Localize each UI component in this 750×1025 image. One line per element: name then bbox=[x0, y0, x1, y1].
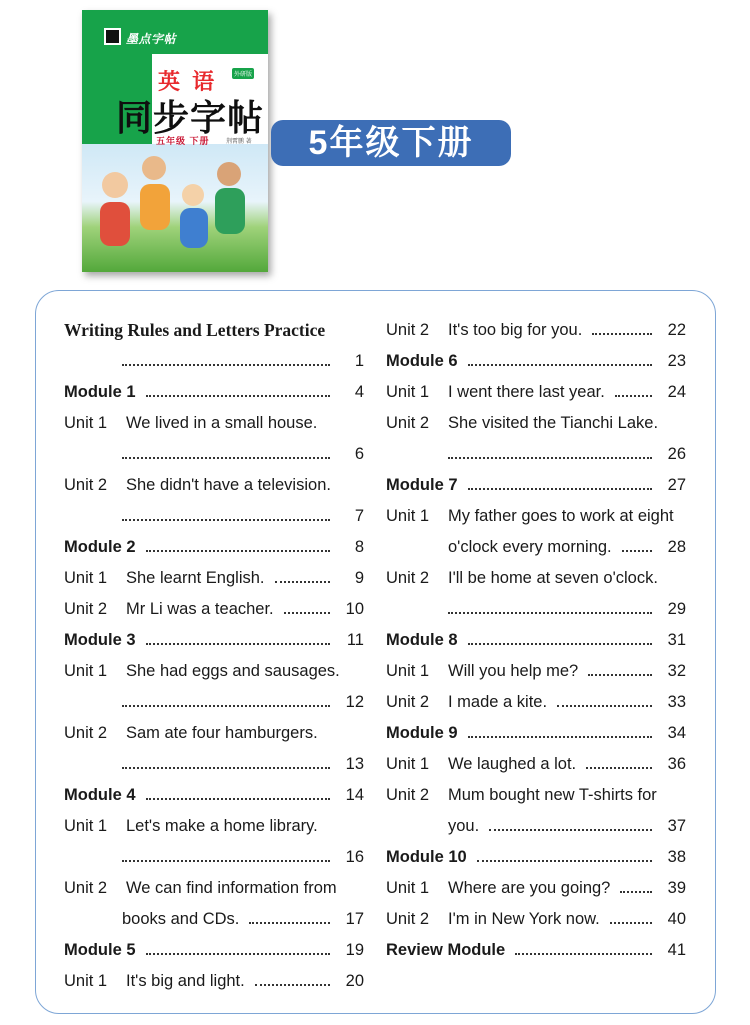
toc-page-number: 10 bbox=[345, 600, 364, 618]
toc-unit-label: Unit 1 bbox=[386, 507, 430, 525]
toc-entry-title: Writing Rules and Letters Practice bbox=[64, 320, 326, 340]
child-figure bbox=[180, 208, 208, 248]
toc-unit-entry bbox=[386, 382, 686, 404]
toc-dot-leader bbox=[122, 705, 330, 707]
toc-dot-leader bbox=[448, 457, 652, 459]
toc-unit-entry bbox=[386, 568, 686, 590]
toc-unit-label: Unit 1 bbox=[64, 414, 108, 432]
toc-page-number: 20 bbox=[345, 972, 364, 990]
toc-page-number: 32 bbox=[667, 662, 686, 680]
toc-entry-title: She didn't have a television. bbox=[126, 476, 331, 494]
toc-module-entry bbox=[386, 816, 686, 838]
toc-page-number: 22 bbox=[667, 321, 686, 339]
toc-module-title: Module 6 bbox=[386, 352, 458, 370]
toc-entry-title: Mr Li was a teacher. bbox=[126, 600, 274, 618]
toc-unit-entry bbox=[386, 909, 686, 931]
toc-continuation-line bbox=[64, 444, 364, 466]
toc-entry-title: It's too big for you. bbox=[448, 321, 583, 339]
toc-unit-entry bbox=[386, 754, 686, 776]
toc-entry-title: I'll be home at seven o'clock. bbox=[448, 569, 658, 587]
toc-dot-leader bbox=[468, 364, 652, 366]
toc-module-entry bbox=[386, 723, 686, 745]
toc-entry-title: My father goes to work at eight bbox=[448, 507, 674, 525]
toc-unit-label: Unit 1 bbox=[64, 817, 108, 835]
toc-unit-label: Unit 1 bbox=[64, 569, 108, 587]
toc-unit-entry bbox=[386, 506, 686, 528]
child-figure bbox=[100, 202, 130, 246]
toc-unit-label: Unit 1 bbox=[64, 972, 108, 990]
toc-page-number: 41 bbox=[667, 941, 686, 959]
toc-entry-title: o'clock every morning. bbox=[448, 538, 612, 556]
toc-dot-leader bbox=[468, 736, 652, 738]
toc-dot-leader bbox=[146, 550, 330, 552]
toc-dot-leader bbox=[122, 364, 330, 366]
toc-page-number: 17 bbox=[345, 910, 364, 928]
toc-entry-title: She visited the Tianchi Lake. bbox=[448, 414, 659, 432]
toc-unit-entry bbox=[64, 475, 364, 497]
toc-page-number: 31 bbox=[667, 631, 686, 649]
toc-dot-leader bbox=[586, 767, 652, 769]
toc-dot-leader bbox=[122, 519, 330, 521]
toc-module-entry bbox=[64, 537, 364, 559]
toc-module-entry bbox=[64, 630, 364, 652]
toc-unit-entry bbox=[64, 878, 364, 900]
cover-logo-text: 墨点字帖 bbox=[126, 32, 177, 46]
toc-page-number: 24 bbox=[667, 383, 686, 401]
child-figure bbox=[215, 188, 245, 234]
toc-unit-entry bbox=[64, 971, 364, 993]
toc-module-title: Module 2 bbox=[64, 538, 136, 556]
cover-subject: 英 语 bbox=[158, 69, 218, 94]
toc-entry-title: We laughed a lot. bbox=[448, 755, 577, 773]
toc-dot-leader bbox=[515, 953, 652, 955]
toc-module-title: Module 5 bbox=[64, 941, 136, 959]
toc-module-entry bbox=[386, 847, 686, 869]
toc-dot-leader bbox=[468, 643, 652, 645]
cover-main-title: 同步字帖 bbox=[116, 97, 265, 138]
toc-unit-label: Unit 1 bbox=[64, 662, 108, 680]
toc-unit-label: Unit 2 bbox=[386, 414, 430, 432]
toc-page-number: 33 bbox=[667, 693, 686, 711]
toc-module-title: Module 8 bbox=[386, 631, 458, 649]
toc-entry-title: Let's make a home library. bbox=[126, 817, 318, 835]
toc-page-number: 12 bbox=[345, 693, 364, 711]
toc-entry-title: I made a kite. bbox=[448, 693, 548, 711]
publisher-logo-icon bbox=[104, 28, 121, 45]
toc-entry-title: She had eggs and sausages. bbox=[126, 662, 340, 680]
toc-page-number: 38 bbox=[667, 848, 686, 866]
toc-continuation-line bbox=[64, 692, 364, 714]
toc-page-number: 26 bbox=[667, 445, 686, 463]
toc-page-number: 29 bbox=[667, 600, 686, 618]
toc-module-title: Module 10 bbox=[386, 848, 467, 866]
book-cover bbox=[82, 10, 268, 272]
toc-unit-entry bbox=[386, 878, 686, 900]
toc-page-number: 28 bbox=[667, 538, 686, 556]
toc-unit-label: Unit 2 bbox=[386, 321, 430, 339]
toc-dot-leader bbox=[610, 922, 652, 924]
toc-module-entry bbox=[386, 351, 686, 373]
toc-dot-leader bbox=[284, 612, 330, 614]
toc-module-title: Module 4 bbox=[64, 786, 136, 804]
toc-unit-entry bbox=[64, 599, 364, 621]
toc-dot-leader bbox=[489, 829, 652, 831]
toc-unit-entry bbox=[386, 785, 686, 807]
toc-dot-leader bbox=[448, 612, 652, 614]
toc-continuation-line bbox=[64, 351, 364, 373]
toc-unit-entry bbox=[386, 413, 686, 435]
toc-page-number: 8 bbox=[354, 538, 364, 556]
toc-module-entry bbox=[386, 475, 686, 497]
toc-page-number: 13 bbox=[345, 755, 364, 773]
toc-continuation-line bbox=[64, 506, 364, 528]
toc-page-number: 39 bbox=[667, 879, 686, 897]
toc-unit-label: Unit 2 bbox=[386, 910, 430, 928]
child-figure bbox=[182, 184, 204, 206]
toc-entry-title: Will you help me? bbox=[448, 662, 579, 680]
toc-page-number: 4 bbox=[354, 383, 364, 401]
toc-dot-leader bbox=[592, 333, 652, 335]
toc-module-entry bbox=[64, 909, 364, 931]
toc-unit-label: Unit 2 bbox=[64, 879, 108, 897]
toc-dot-leader bbox=[557, 705, 652, 707]
toc-page-number: 16 bbox=[345, 848, 364, 866]
toc-page-number: 27 bbox=[667, 476, 686, 494]
toc-module-entry bbox=[64, 382, 364, 404]
toc-unit-label: Unit 2 bbox=[64, 724, 108, 742]
toc-entry-title: She learnt English. bbox=[126, 569, 265, 587]
toc-module-title: Review Module bbox=[386, 941, 506, 959]
toc-page-number: 11 bbox=[346, 631, 364, 649]
toc-module-entry bbox=[386, 940, 686, 962]
toc-entry-title: It's big and light. bbox=[126, 972, 245, 990]
toc-entry-title: Where are you going? bbox=[448, 879, 611, 897]
toc-dot-leader bbox=[122, 767, 330, 769]
toc-dot-leader bbox=[622, 550, 652, 552]
toc-entry-title: books and CDs. bbox=[122, 910, 240, 928]
toc-unit-label: Unit 2 bbox=[386, 693, 430, 711]
toc-module-entry bbox=[64, 320, 364, 342]
toc-unit-label: Unit 2 bbox=[64, 476, 108, 494]
toc-page-number: 37 bbox=[667, 817, 686, 835]
toc-module-entry bbox=[386, 537, 686, 559]
toc-unit-entry bbox=[386, 692, 686, 714]
toc-dot-leader bbox=[275, 581, 330, 583]
toc-module-entry bbox=[386, 630, 686, 652]
child-figure bbox=[142, 156, 166, 180]
cover-edition-badge: 外研版 bbox=[232, 68, 254, 79]
toc-page-number: 1 bbox=[354, 352, 364, 370]
child-figure bbox=[217, 162, 241, 186]
toc-entry-title: you. bbox=[448, 817, 480, 835]
toc-entry-title: We lived in a small house. bbox=[126, 414, 318, 432]
cover-illustration bbox=[82, 144, 268, 272]
toc-dot-leader bbox=[468, 488, 652, 490]
toc-module-title: Module 3 bbox=[64, 631, 136, 649]
toc-page-number: 23 bbox=[667, 352, 686, 370]
toc-entry-title: Sam ate four hamburgers. bbox=[126, 724, 318, 742]
toc-continuation-line bbox=[64, 754, 364, 776]
toc-page-number: 14 bbox=[345, 786, 364, 804]
toc-unit-entry bbox=[64, 413, 364, 435]
toc-dot-leader bbox=[146, 395, 330, 397]
toc-dot-leader bbox=[477, 860, 652, 862]
toc-unit-entry bbox=[64, 568, 364, 590]
toc-continuation-line bbox=[386, 599, 686, 621]
toc-dot-leader bbox=[146, 798, 330, 800]
toc-module-title: Module 9 bbox=[386, 724, 458, 742]
toc-page-number: 34 bbox=[667, 724, 686, 742]
toc-unit-entry bbox=[64, 661, 364, 683]
toc-continuation-line bbox=[386, 444, 686, 466]
toc-unit-label: Unit 2 bbox=[64, 600, 108, 618]
toc-page-number: 9 bbox=[354, 569, 364, 587]
toc-page-number: 36 bbox=[667, 755, 686, 773]
toc-unit-entry bbox=[64, 816, 364, 838]
cover-author: 荆霄鹏 著 bbox=[226, 139, 252, 145]
toc-entry-title: We can find information from bbox=[126, 879, 337, 897]
toc-unit-label: Unit 1 bbox=[386, 879, 430, 897]
toc-dot-leader bbox=[146, 643, 330, 645]
toc-dot-leader bbox=[122, 860, 330, 862]
toc-unit-label: Unit 2 bbox=[386, 569, 430, 587]
toc-entry-title: Mum bought new T-shirts for bbox=[448, 786, 657, 804]
toc-unit-entry bbox=[386, 661, 686, 683]
grade-banner: 5年级下册 bbox=[271, 120, 511, 166]
toc-page-number: 40 bbox=[667, 910, 686, 928]
toc-page-number: 6 bbox=[354, 445, 364, 463]
cover-grade: 五年级 下册 bbox=[156, 136, 210, 146]
toc-entry-title: I went there last year. bbox=[448, 383, 605, 401]
toc-entry-title: I'm in New York now. bbox=[448, 910, 600, 928]
toc-page-number: 7 bbox=[354, 507, 364, 525]
toc-continuation-line bbox=[64, 847, 364, 869]
toc-unit-label: Unit 1 bbox=[386, 662, 430, 680]
toc-page-number: 19 bbox=[345, 941, 364, 959]
child-figure bbox=[102, 172, 128, 198]
toc-unit-entry bbox=[386, 320, 686, 342]
toc-dot-leader bbox=[122, 457, 330, 459]
toc-dot-leader bbox=[146, 953, 330, 955]
toc-dot-leader bbox=[255, 984, 330, 986]
toc-dot-leader bbox=[620, 891, 652, 893]
toc-dot-leader bbox=[615, 395, 652, 397]
child-figure bbox=[140, 184, 170, 230]
toc-unit-label: Unit 1 bbox=[386, 755, 430, 773]
toc-unit-label: Unit 1 bbox=[386, 383, 430, 401]
toc-unit-label: Unit 2 bbox=[386, 786, 430, 804]
toc-dot-leader bbox=[588, 674, 652, 676]
toc-module-title: Module 1 bbox=[64, 383, 136, 401]
toc-module-title: Module 7 bbox=[386, 476, 458, 494]
toc-module-entry bbox=[64, 785, 364, 807]
toc-dot-leader bbox=[249, 922, 330, 924]
toc-unit-entry bbox=[64, 723, 364, 745]
toc-module-entry bbox=[64, 940, 364, 962]
